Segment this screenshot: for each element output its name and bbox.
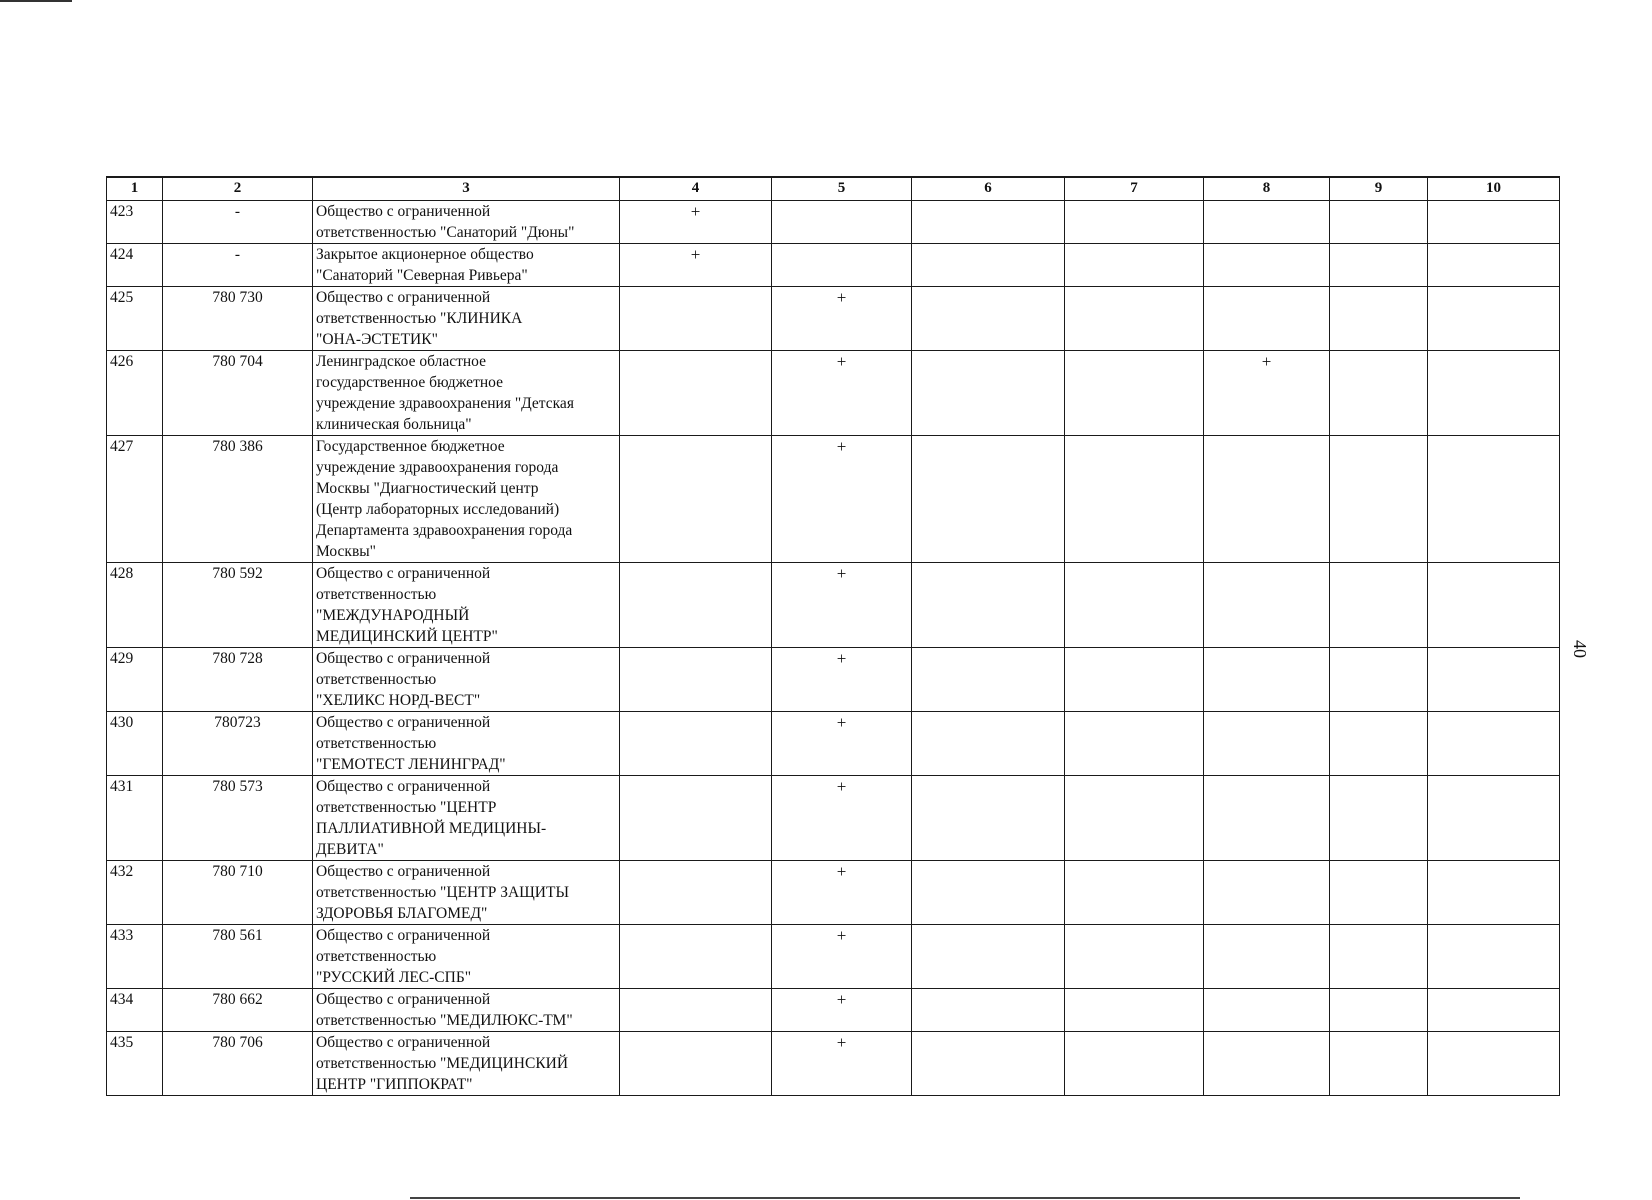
- row-number-cell: 427: [107, 436, 163, 563]
- organization-name-cell: Государственное бюджетное учреждение здравоохранения города Москвы "Диагностический центр (Центр лабораторных исследований) Департамента здравоохранения города Москвы": [313, 436, 620, 563]
- col-10-mark-cell: [1428, 1032, 1560, 1096]
- organization-name-cell: Ленинградское областное государственное бюджетное учреждение здравоохранения "Детская клиническая больница": [313, 351, 620, 436]
- col-9-mark-cell: [1330, 287, 1428, 351]
- col-8-mark-cell: +: [1204, 351, 1330, 436]
- col-4-mark-cell: [620, 925, 772, 989]
- scan-edge-bottom: [410, 1197, 1520, 1199]
- col-9-mark-cell: [1330, 201, 1428, 244]
- row-number-cell: 435: [107, 1032, 163, 1096]
- col-7-mark-cell: [1065, 287, 1204, 351]
- col-10-mark-cell: [1428, 925, 1560, 989]
- col-6-mark-cell: [912, 351, 1065, 436]
- table-row: [107, 989, 1560, 1032]
- col-8-mark-cell: [1204, 712, 1330, 776]
- col-10-mark-cell: [1428, 712, 1560, 776]
- col-4-mark-cell: [620, 351, 772, 436]
- col-4-mark-cell: +: [620, 244, 772, 287]
- col-4-mark-cell: [620, 563, 772, 648]
- col-5-mark-cell: +: [772, 351, 912, 436]
- row-number-cell: 426: [107, 351, 163, 436]
- col-6-mark-cell: [912, 244, 1065, 287]
- header-col-5: 5: [772, 177, 912, 201]
- header-col-9: 9: [1330, 177, 1428, 201]
- table-row: [107, 776, 1560, 861]
- col-7-mark-cell: [1065, 712, 1204, 776]
- col-9-mark-cell: [1330, 1032, 1428, 1096]
- code-cell: 780 561: [163, 925, 313, 989]
- col-10-mark-cell: [1428, 436, 1560, 563]
- code-cell: 780 710: [163, 861, 313, 925]
- col-4-mark-cell: [620, 436, 772, 563]
- col-6-mark-cell: [912, 201, 1065, 244]
- col-7-mark-cell: [1065, 861, 1204, 925]
- col-5-mark-cell: +: [772, 563, 912, 648]
- row-number-cell: 430: [107, 712, 163, 776]
- col-10-mark-cell: [1428, 201, 1560, 244]
- col-6-mark-cell: [912, 436, 1065, 563]
- col-8-mark-cell: [1204, 563, 1330, 648]
- col-9-mark-cell: [1330, 776, 1428, 861]
- table-row: [107, 563, 1560, 648]
- code-cell: 780 573: [163, 776, 313, 861]
- col-5-mark-cell: +: [772, 776, 912, 861]
- col-6-mark-cell: [912, 861, 1065, 925]
- code-cell: -: [163, 244, 313, 287]
- col-6-mark-cell: [912, 648, 1065, 712]
- col-7-mark-cell: [1065, 244, 1204, 287]
- code-cell: -: [163, 201, 313, 244]
- col-5-mark-cell: +: [772, 861, 912, 925]
- organization-name-cell: Общество с ограниченной ответственностью "ЦЕНТР ЗАЩИТЫ ЗДОРОВЬЯ БЛАГОМЕД": [313, 861, 620, 925]
- organization-name-cell: Общество с ограниченной ответственностью "МЕДИЛЮКС-ТМ": [313, 989, 620, 1032]
- col-4-mark-cell: [620, 1032, 772, 1096]
- table-row: [107, 1032, 1560, 1096]
- organization-name-cell: Общество с ограниченной ответственностью "ЦЕНТР ПАЛЛИАТИВНОЙ МЕДИЦИНЫ- ДЕВИТА": [313, 776, 620, 861]
- code-cell: 780 704: [163, 351, 313, 436]
- organization-name-cell: Общество с ограниченной ответственностью "Санаторий "Дюны": [313, 201, 620, 244]
- col-8-mark-cell: [1204, 861, 1330, 925]
- header-col-6: 6: [912, 177, 1065, 201]
- col-6-mark-cell: [912, 925, 1065, 989]
- header-col-8: 8: [1204, 177, 1330, 201]
- code-cell: 780723: [163, 712, 313, 776]
- col-8-mark-cell: [1204, 925, 1330, 989]
- col-5-mark-cell: +: [772, 287, 912, 351]
- row-number-cell: 432: [107, 861, 163, 925]
- col-5-mark-cell: +: [772, 436, 912, 563]
- table-row: [107, 201, 1560, 244]
- header-col-10: 10: [1428, 177, 1560, 201]
- col-10-mark-cell: [1428, 776, 1560, 861]
- col-4-mark-cell: [620, 648, 772, 712]
- col-9-mark-cell: [1330, 244, 1428, 287]
- row-number-cell: 434: [107, 989, 163, 1032]
- col-8-mark-cell: [1204, 989, 1330, 1032]
- row-number-cell: 425: [107, 287, 163, 351]
- organization-name-cell: Общество с ограниченной ответственностью "МЕЖДУНАРОДНЫЙ МЕДИЦИНСКИЙ ЦЕНТР": [313, 563, 620, 648]
- col-10-mark-cell: [1428, 351, 1560, 436]
- col-9-mark-cell: [1330, 648, 1428, 712]
- row-number-cell: 433: [107, 925, 163, 989]
- col-8-mark-cell: [1204, 244, 1330, 287]
- col-4-mark-cell: [620, 989, 772, 1032]
- col-10-mark-cell: [1428, 563, 1560, 648]
- col-8-mark-cell: [1204, 201, 1330, 244]
- col-9-mark-cell: [1330, 351, 1428, 436]
- col-8-mark-cell: [1204, 1032, 1330, 1096]
- col-5-mark-cell: +: [772, 648, 912, 712]
- col-6-mark-cell: [912, 776, 1065, 861]
- organization-name-cell: Общество с ограниченной ответственностью "ГЕМОТЕСТ ЛЕНИНГРАД": [313, 712, 620, 776]
- col-9-mark-cell: [1330, 563, 1428, 648]
- col-7-mark-cell: [1065, 989, 1204, 1032]
- code-cell: 780 728: [163, 648, 313, 712]
- organization-name-cell: Общество с ограниченной ответственностью "РУССКИЙ ЛЕС-СПБ": [313, 925, 620, 989]
- col-4-mark-cell: [620, 287, 772, 351]
- organization-name-cell: Общество с ограниченной ответственностью "ХЕЛИКС НОРД-ВЕСТ": [313, 648, 620, 712]
- scan-edge-top: [0, 0, 72, 2]
- row-number-cell: 423: [107, 201, 163, 244]
- table-row: [107, 351, 1560, 436]
- col-9-mark-cell: [1330, 861, 1428, 925]
- header-col-1: 1: [107, 177, 163, 201]
- col-5-mark-cell: [772, 201, 912, 244]
- col-4-mark-cell: +: [620, 201, 772, 244]
- col-6-mark-cell: [912, 712, 1065, 776]
- col-4-mark-cell: [620, 712, 772, 776]
- header-col-2: 2: [163, 177, 313, 201]
- code-cell: 780 706: [163, 1032, 313, 1096]
- col-6-mark-cell: [912, 989, 1065, 1032]
- registry-table: [106, 176, 1560, 1096]
- table-row: [107, 925, 1560, 989]
- col-7-mark-cell: [1065, 925, 1204, 989]
- col-6-mark-cell: [912, 1032, 1065, 1096]
- organization-name-cell: Закрытое акционерное общество "Санаторий "Северная Ривьера": [313, 244, 620, 287]
- col-5-mark-cell: +: [772, 1032, 912, 1096]
- col-7-mark-cell: [1065, 351, 1204, 436]
- col-10-mark-cell: [1428, 861, 1560, 925]
- col-4-mark-cell: [620, 861, 772, 925]
- table-row: [107, 244, 1560, 287]
- col-7-mark-cell: [1065, 648, 1204, 712]
- col-5-mark-cell: +: [772, 925, 912, 989]
- header-row: [107, 177, 1560, 201]
- col-7-mark-cell: [1065, 1032, 1204, 1096]
- col-9-mark-cell: [1330, 712, 1428, 776]
- col-8-mark-cell: [1204, 287, 1330, 351]
- col-7-mark-cell: [1065, 436, 1204, 563]
- col-8-mark-cell: [1204, 648, 1330, 712]
- col-8-mark-cell: [1204, 436, 1330, 563]
- col-5-mark-cell: +: [772, 989, 912, 1032]
- col-10-mark-cell: [1428, 244, 1560, 287]
- table-row: [107, 712, 1560, 776]
- col-6-mark-cell: [912, 563, 1065, 648]
- col-4-mark-cell: [620, 776, 772, 861]
- col-7-mark-cell: [1065, 563, 1204, 648]
- code-cell: 780 386: [163, 436, 313, 563]
- row-number-cell: 428: [107, 563, 163, 648]
- row-number-cell: 429: [107, 648, 163, 712]
- header-col-3: 3: [313, 177, 620, 201]
- header-col-4: 4: [620, 177, 772, 201]
- table-row: [107, 436, 1560, 563]
- row-number-cell: 431: [107, 776, 163, 861]
- row-number-cell: 424: [107, 244, 163, 287]
- header-col-7: 7: [1065, 177, 1204, 201]
- code-cell: 780 592: [163, 563, 313, 648]
- col-5-mark-cell: [772, 244, 912, 287]
- code-cell: 780 662: [163, 989, 313, 1032]
- col-7-mark-cell: [1065, 776, 1204, 861]
- col-10-mark-cell: [1428, 287, 1560, 351]
- code-cell: 780 730: [163, 287, 313, 351]
- col-9-mark-cell: [1330, 925, 1428, 989]
- col-5-mark-cell: +: [772, 712, 912, 776]
- col-9-mark-cell: [1330, 989, 1428, 1032]
- col-10-mark-cell: [1428, 648, 1560, 712]
- page-number: 40: [1570, 640, 1590, 658]
- table-row: [107, 287, 1560, 351]
- col-8-mark-cell: [1204, 776, 1330, 861]
- table-row: [107, 648, 1560, 712]
- col-9-mark-cell: [1330, 436, 1428, 563]
- organization-name-cell: Общество с ограниченной ответственностью "КЛИНИКА "ОНА-ЭСТЕТИК": [313, 287, 620, 351]
- organization-name-cell: Общество с ограниченной ответственностью "МЕДИЦИНСКИЙ ЦЕНТР "ГИППОКРАТ": [313, 1032, 620, 1096]
- table-row: [107, 861, 1560, 925]
- col-6-mark-cell: [912, 287, 1065, 351]
- col-10-mark-cell: [1428, 989, 1560, 1032]
- table-body: [107, 201, 1560, 1096]
- col-7-mark-cell: [1065, 201, 1204, 244]
